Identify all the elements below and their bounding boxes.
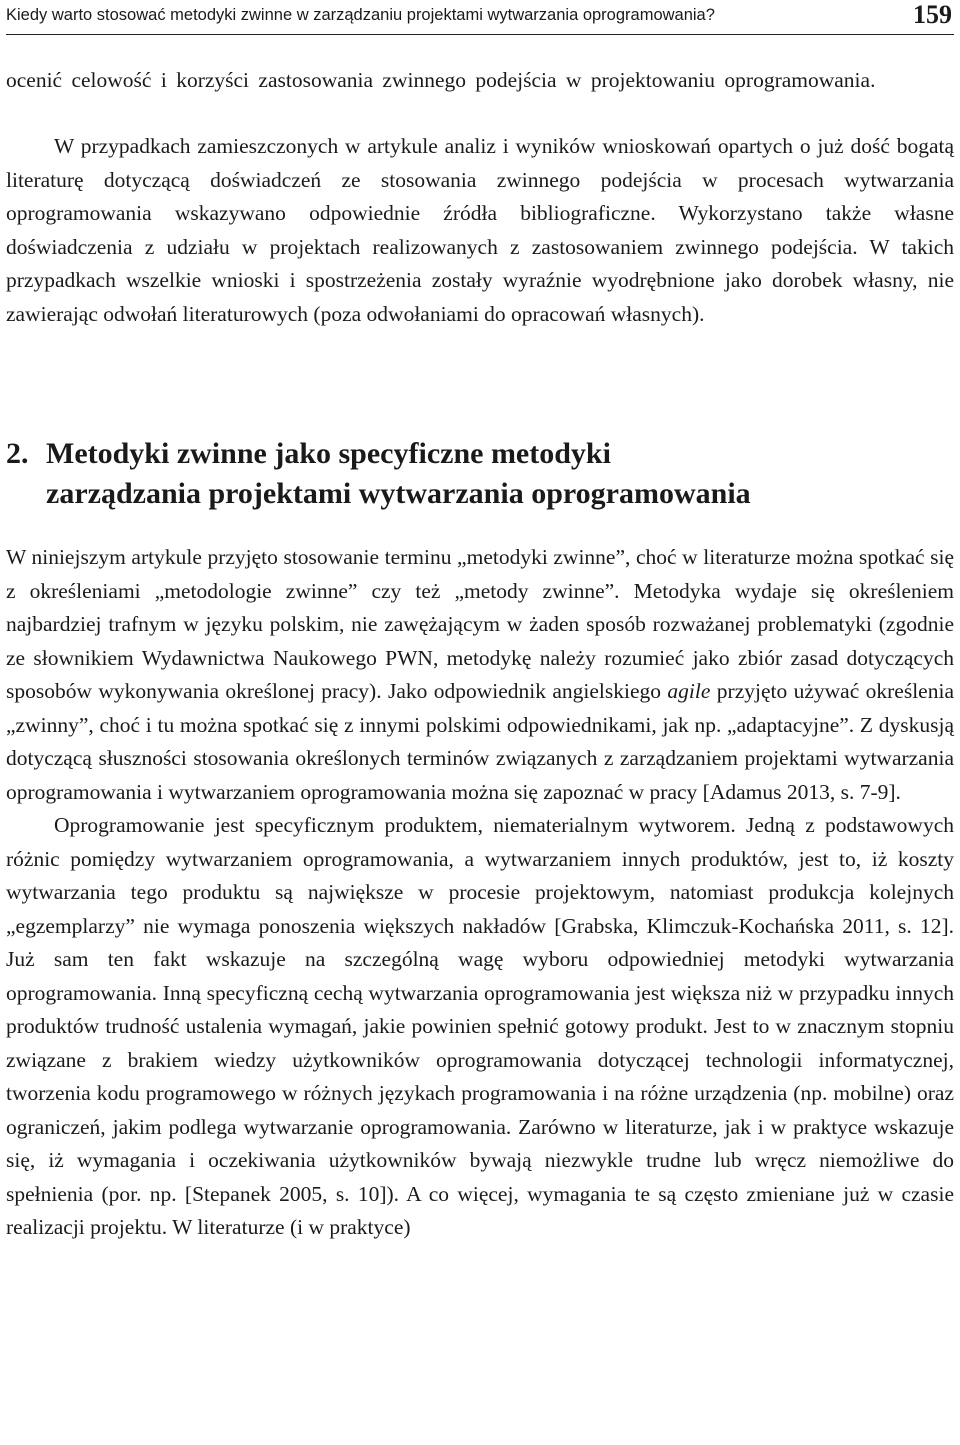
page-number: 159 — [913, 0, 952, 29]
paragraph-software: Oprogramowanie jest specyficznym produktem, niematerialnym wytworem. Jedną z podstawowych różnic pomiędzy wytwarzaniem oprogramowania, a wytwarzaniem innych produktów, jest to, iż koszty wytwarzania tego produktu są największe w procesie projektowym, natomiast produkcja kolejnych „egzemplarzy” nie wymaga ponoszenia większych nakładów [Grabska, Klimczuk-Kochańska 2011, s. 12]. Już sam ten fakt wskazuje na szczególną wagę wyboru odpowiedniej metodyki wytwarzania oprogramowania. Inną specyficzną cechą wytwarzania oprogramowania jest większa niż w przypadku innych produktów trudność ustalenia wymagań, jakie powinien spełnić gotowy produkt. Jest to w znacznym stopniu związane z brakiem wiedzy użytkowników oprogramowania dotyczącej technologii informatycznej, tworzenia kodu programowego w różnych językach programowania i na różne urządzenia (np. mobilne) oraz ograniczeń, jakim podlega wytwarzanie oprogramowania. Zarówno w literaturze, jak i w praktyce wskazuje się, iż wymagania i oczekiwania użytkowników bywają niezwykle trudne lub wręcz niemożliwe do spełnienia (por. np. [Stepanek 2005, s. 10]). A co więcej, wymagania te są często zmieniane już w czasie realizacji projektu. W literaturze (i w praktyce) — [6, 813, 954, 1239]
running-header-title: Kiedy warto stosować metodyki zwinne w zarządzaniu projektami wytwarzania oprogramowania? — [6, 6, 715, 24]
section-title-line2: zarządzania projektami wytwarzania oprogramowania — [46, 477, 751, 510]
section-title-line1: Metodyki zwinne jako specyficzne metodyki — [46, 437, 611, 470]
section-heading — [6, 434, 954, 514]
running-header — [6, 0, 954, 35]
agile-term: agile — [667, 679, 711, 703]
paragraph-method: W przypadkach zamieszczonych w artykule analiz i wyników wnioskowań opartych o już dość bogatą literaturę dotyczącą doświadczeń ze stosowania zwinnego podejścia w procesach wytwarzania oprogramowania wskazywano odpowiednie źródła bibliograficzne. Wykorzystano także własne doświadczenia z udziału w projektach realizowanych z zastosowaniem zwinnego podejścia. W takich przypadkach wszelkie wnioski i spostrzeżenia zostały wyraźnie wyodrębnione jako dorobek własny, nie zawierając odwołań literaturowych (poza odwołaniami do opracowań własnych). — [6, 134, 954, 326]
paragraph-terms-text-b: przyjęto używać określenia „zwinny”, choć i tu można spotkać się z innymi polskimi odpowiednikami, jak np. „adaptacyjne”. Z dyskusją dotyczącą słuszności stosowania określonych terminów związanych z zarządzaniem projektami wytwarzania oprogramowania i wytwarzaniem oprogramowania można się zapoznać w pracy [Adamus 2013, s. 7-9]. — [6, 679, 954, 804]
paragraph-intro: ocenić celowość i korzyści zastosowania zwinnego podejścia w projektowaniu oprogramowania. — [6, 68, 876, 92]
paragraph-terms — [6, 541, 954, 809]
section-number: 2. — [6, 437, 29, 470]
section-body — [6, 541, 954, 1245]
paragraph-terms-text-a: W niniejszym artykule przyjęto stosowanie terminu „metodyki zwinne”, choć w literaturze można spotkać się z określeniami „metodologie zwinne” czy też „metody zwinne”. Metodyka wydaje się określeniem najbardziej trafnym w języku polskim, nie zawężającym w żaden sposób rozważanej problematyki (zgodnie ze słownikiem Wydawnictwa Naukowego PWN, metodykę należy rozumieć jako zbiór zasad dotyczących sposobów wykonywania określonej pracy). Jako odpowiednik angielskiego — [6, 545, 954, 703]
